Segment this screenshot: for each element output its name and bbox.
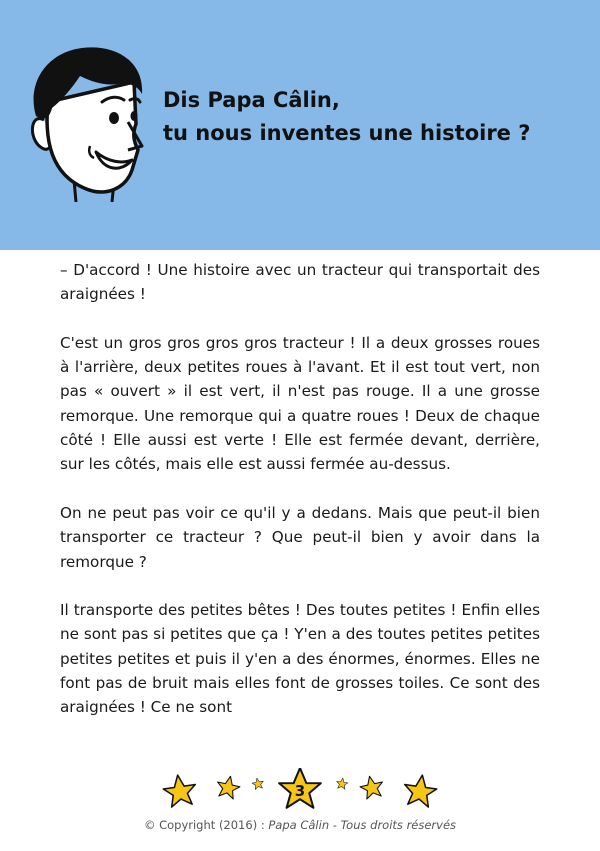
title-line-2: tu nous inventes une histoire ?: [163, 121, 531, 145]
star-icon: [215, 774, 242, 800]
father-face-icon: [22, 42, 152, 202]
copyright-notice: [0, 818, 600, 832]
story-paragraph-4: Il transporte des petites bêtes ! Des toutes petites ! Enfin elles ne sont pas si petites que ça ! Y'en a des toutes petites petites petites petites et puis il y'en a des énormes, énormes. Elles ne font pas de bruit mais elles font de grosses toiles. Ce sont des araignées ! Ce ne sont: [60, 601, 540, 717]
page-number-stars: [160, 768, 440, 814]
page-number: 3: [294, 782, 306, 800]
copyright-rights: Papa Câlin - Tous droits réservés: [268, 818, 457, 832]
title-line-1: Dis Papa Câlin,: [163, 88, 340, 112]
star-icon: [336, 777, 349, 789]
copyright-prefix: © Copyright (2016) :: [143, 818, 265, 832]
star-icon: [402, 773, 438, 808]
star-icon: [358, 774, 385, 800]
story-text: [60, 258, 540, 744]
story-paragraph-3: On ne peut pas voir ce qu'il y a dedans. Mais que peut-il bien transporter ce tracteur ? Que peut-il bien y avoir dans la remorque ?: [60, 503, 540, 571]
story-paragraph-2: C'est un gros gros gros gros tracteur ! Il a deux grosses roues à l'arrière, deux petites roues à l'avant. Et il est tout vert, non pas « ouvert » il est vert, il n'est pas rouge. Il a une grosse remorque. Une remorque qui a quatre roues ! Deux de chaque côté ! Elle aussi est verte ! Elle est fermée devant, derrière, sur les côtés, mais elle est aussi fermée au-dessus.: [60, 333, 540, 474]
story-paragraph-1: – D'accord ! Une histoire avec un tracteur qui transportait des araignées !: [60, 261, 540, 304]
star-icon: [251, 777, 264, 790]
star-icon: [162, 773, 198, 808]
page-title: [163, 84, 530, 150]
header-banner: [0, 0, 600, 250]
